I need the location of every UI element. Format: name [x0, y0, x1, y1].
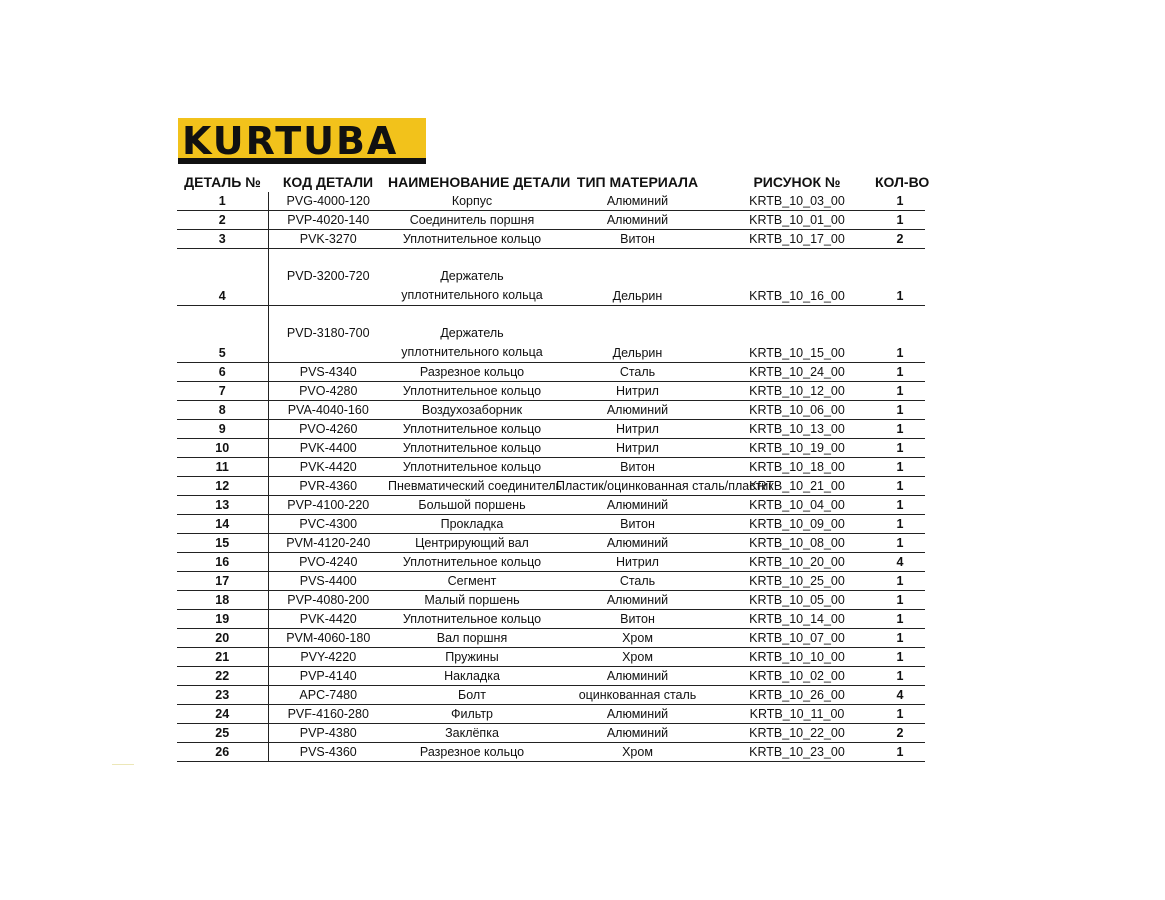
cell-material: Сталь — [556, 572, 719, 591]
table-row — [177, 401, 925, 420]
table-row — [177, 553, 925, 572]
cell-part-code: APC-7480 — [268, 686, 388, 705]
cell-part-name: Накладка — [388, 667, 556, 686]
cell-part-name-line2: уплотнительного кольца — [401, 345, 543, 359]
cell-material: Алюминий — [556, 724, 719, 743]
cell-qty: 1 — [875, 477, 925, 496]
cell-drawing-no: KRTB_10_19_00 — [719, 439, 875, 458]
cell-part-code: PVC-4300 — [268, 515, 388, 534]
cell-part-code: PVP-4020-140 — [268, 211, 388, 230]
table-row — [177, 629, 925, 648]
cell-part-no: 18 — [177, 591, 268, 610]
logo-text: KURTUBA — [182, 119, 399, 163]
cell-part-code: PVM-4120-240 — [268, 534, 388, 553]
cell-qty: 4 — [875, 686, 925, 705]
cell-qty: 1 — [875, 496, 925, 515]
cell-part-code: PVK-4400 — [268, 439, 388, 458]
table-row — [177, 477, 925, 496]
cell-part-name: Пружины — [388, 648, 556, 667]
cell-part-name-line1: Держатель — [440, 269, 504, 283]
cell-part-no: 6 — [177, 363, 268, 382]
cell-material: Пластик/оцинкованная сталь/пластик — [556, 477, 719, 496]
cell-part-code: PVY-4220 — [268, 648, 388, 667]
header-part-no: ДЕТАЛЬ № — [184, 174, 261, 190]
cell-qty: 1 — [875, 705, 925, 724]
cell-part-no: 3 — [177, 230, 268, 249]
cell-part-code: PVK-3270 — [268, 230, 388, 249]
cell-part-code: PVS-4400 — [268, 572, 388, 591]
cell-part-name: Вал поршня — [388, 629, 556, 648]
cell-part-no: 12 — [177, 477, 268, 496]
cell-part-code: PVO-4280 — [268, 382, 388, 401]
cell-part-no: 5 — [177, 306, 268, 363]
header-material: ТИП МАТЕРИАЛА — [576, 174, 699, 190]
table-row — [177, 686, 925, 705]
table-row — [177, 192, 925, 211]
cell-part-code: PVP-4100-220 — [268, 496, 388, 515]
cell-drawing-no: KRTB_10_02_00 — [719, 667, 875, 686]
cell-qty: 1 — [875, 420, 925, 439]
cell-qty: 1 — [875, 629, 925, 648]
cell-material: Нитрил — [556, 382, 719, 401]
cell-part-no: 15 — [177, 534, 268, 553]
table-row — [177, 534, 925, 553]
cell-qty: 1 — [875, 401, 925, 420]
cell-part-name: Пневматический соединитель — [388, 477, 556, 496]
cell-part-code: PVO-4240 — [268, 553, 388, 572]
table-row — [177, 572, 925, 591]
parts-table-body — [177, 192, 925, 762]
cell-drawing-no: KRTB_10_24_00 — [719, 363, 875, 382]
cell-part-name: Уплотнительное кольцо — [388, 458, 556, 477]
cell-drawing-no: KRTB_10_06_00 — [719, 401, 875, 420]
cell-drawing-no: KRTB_10_26_00 — [719, 686, 875, 705]
cell-material: Алюминий — [556, 705, 719, 724]
cell-part-code: PVM-4060-180 — [268, 629, 388, 648]
cell-part-no: 8 — [177, 401, 268, 420]
cell-qty: 1 — [875, 211, 925, 230]
cell-material: Хром — [556, 629, 719, 648]
table-row — [177, 458, 925, 477]
cell-material: Витон — [556, 515, 719, 534]
cell-part-code-text: PVD-3180-700 — [286, 326, 370, 340]
table-row — [177, 610, 925, 629]
cell-material: Алюминий — [556, 667, 719, 686]
header-qty: КОЛ-ВО — [875, 174, 930, 190]
cell-part-name-line2: уплотнительного кольца — [401, 288, 543, 302]
cell-part-no: 25 — [177, 724, 268, 743]
cell-material: Дельрин — [556, 249, 719, 306]
cell-material: оцинкованная сталь — [556, 686, 719, 705]
table-row — [177, 306, 925, 363]
cell-drawing-no: KRTB_10_22_00 — [719, 724, 875, 743]
cell-part-no: 17 — [177, 572, 268, 591]
cell-drawing-no: KRTB_10_11_00 — [719, 705, 875, 724]
cell-qty: 1 — [875, 249, 925, 306]
cell-qty: 1 — [875, 363, 925, 382]
cell-part-no: 22 — [177, 667, 268, 686]
table-row — [177, 211, 925, 230]
cell-part-no: 10 — [177, 439, 268, 458]
logo-graphic — [178, 118, 426, 164]
cell-qty: 1 — [875, 192, 925, 211]
cell-part-no: 2 — [177, 211, 268, 230]
table-row — [177, 648, 925, 667]
cell-part-name: Соединитель поршня — [388, 211, 556, 230]
cell-drawing-no: KRTB_10_12_00 — [719, 382, 875, 401]
cell-part-code: PVK-4420 — [268, 610, 388, 629]
cell-part-name: Разрезное кольцо — [388, 743, 556, 762]
cell-part-code: PVP-4080-200 — [268, 591, 388, 610]
cell-drawing-no: KRTB_10_05_00 — [719, 591, 875, 610]
cell-part-name: Корпус — [388, 192, 556, 211]
cell-material: Алюминий — [556, 496, 719, 515]
cell-part-no: 13 — [177, 496, 268, 515]
kurtuba-logo — [178, 118, 426, 164]
cell-qty: 1 — [875, 458, 925, 477]
cell-part-no: 9 — [177, 420, 268, 439]
table-row — [177, 420, 925, 439]
table-row — [177, 705, 925, 724]
cell-part-no: 16 — [177, 553, 268, 572]
table-row — [177, 667, 925, 686]
cell-drawing-no: KRTB_10_03_00 — [719, 192, 875, 211]
header-part-code: КОД ДЕТАЛИ — [282, 174, 374, 190]
cell-qty: 1 — [875, 743, 925, 762]
cell-material: Алюминий — [556, 591, 719, 610]
cell-material: Витон — [556, 458, 719, 477]
cell-part-name: Болт — [388, 686, 556, 705]
table-row — [177, 382, 925, 401]
cell-part-name: Большой поршень — [388, 496, 556, 515]
cell-part-no: 24 — [177, 705, 268, 724]
table-row — [177, 743, 925, 762]
cell-part-no: 20 — [177, 629, 268, 648]
cell-drawing-no: KRTB_10_16_00 — [719, 249, 875, 306]
table-row — [177, 249, 925, 306]
header-part-name: НАИМЕНОВАНИЕ ДЕТАЛИ — [388, 174, 571, 190]
cell-part-no: 11 — [177, 458, 268, 477]
table-row — [177, 515, 925, 534]
cell-part-name: Сегмент — [388, 572, 556, 591]
cell-part-no: 19 — [177, 610, 268, 629]
cell-part-code: PVS-4360 — [268, 743, 388, 762]
stray-mark — [112, 764, 134, 765]
cell-part-no: 4 — [177, 249, 268, 306]
cell-drawing-no: KRTB_10_18_00 — [719, 458, 875, 477]
cell-drawing-no: KRTB_10_01_00 — [719, 211, 875, 230]
cell-part-name: Уплотнительное кольцо — [388, 610, 556, 629]
table-row — [177, 439, 925, 458]
cell-material: Алюминий — [556, 401, 719, 420]
cell-qty: 2 — [875, 724, 925, 743]
cell-part-code: PVA-4040-160 — [268, 401, 388, 420]
cell-part-name: Заклёпка — [388, 724, 556, 743]
cell-part-name: Уплотнительное кольцо — [388, 553, 556, 572]
cell-drawing-no: KRTB_10_21_00 — [719, 477, 875, 496]
cell-part-code: PVS-4340 — [268, 363, 388, 382]
cell-qty: 1 — [875, 382, 925, 401]
cell-drawing-no: KRTB_10_25_00 — [719, 572, 875, 591]
cell-qty: 1 — [875, 515, 925, 534]
cell-drawing-no: KRTB_10_17_00 — [719, 230, 875, 249]
cell-qty: 4 — [875, 553, 925, 572]
table-row — [177, 591, 925, 610]
cell-qty: 1 — [875, 591, 925, 610]
cell-drawing-no: KRTB_10_20_00 — [719, 553, 875, 572]
cell-material: Дельрин — [556, 306, 719, 363]
cell-part-no: 23 — [177, 686, 268, 705]
cell-qty: 2 — [875, 230, 925, 249]
cell-material: Алюминий — [556, 534, 719, 553]
cell-part-no: 26 — [177, 743, 268, 762]
cell-part-name-line1: Держатель — [440, 326, 504, 340]
cell-drawing-no: KRTB_10_13_00 — [719, 420, 875, 439]
table-header-row — [177, 172, 925, 192]
header-drawing-no: РИСУНОК № — [753, 174, 841, 190]
cell-part-code: PVP-4380 — [268, 724, 388, 743]
cell-qty: 1 — [875, 648, 925, 667]
cell-qty: 1 — [875, 534, 925, 553]
cell-part-name: Прокладка — [388, 515, 556, 534]
cell-part-code: PVK-4420 — [268, 458, 388, 477]
table-row — [177, 230, 925, 249]
cell-part-name: Фильтр — [388, 705, 556, 724]
cell-material: Алюминий — [556, 211, 719, 230]
cell-part-name: Воздухозаборник — [388, 401, 556, 420]
cell-qty: 1 — [875, 439, 925, 458]
cell-part-name: Уплотнительное кольцо — [388, 420, 556, 439]
cell-qty: 1 — [875, 572, 925, 591]
table-row — [177, 363, 925, 382]
cell-part-no: 1 — [177, 192, 268, 211]
cell-part-name: Уплотнительное кольцо — [388, 230, 556, 249]
cell-drawing-no: KRTB_10_10_00 — [719, 648, 875, 667]
cell-drawing-no: KRTB_10_08_00 — [719, 534, 875, 553]
cell-material: Сталь — [556, 363, 719, 382]
cell-material: Витон — [556, 610, 719, 629]
cell-material: Нитрил — [556, 439, 719, 458]
table-row — [177, 724, 925, 743]
cell-qty: 1 — [875, 306, 925, 363]
cell-part-code: PVR-4360 — [268, 477, 388, 496]
cell-part-code: PVO-4260 — [268, 420, 388, 439]
cell-material: Алюминий — [556, 192, 719, 211]
cell-part-code: PVP-4140 — [268, 667, 388, 686]
cell-part-code — [268, 306, 388, 363]
cell-part-code: PVF-4160-280 — [268, 705, 388, 724]
cell-material: Хром — [556, 648, 719, 667]
cell-drawing-no: KRTB_10_15_00 — [719, 306, 875, 363]
cell-part-name: Уплотнительное кольцо — [388, 382, 556, 401]
cell-part-name — [388, 249, 556, 306]
cell-drawing-no: KRTB_10_14_00 — [719, 610, 875, 629]
cell-part-name — [388, 306, 556, 363]
cell-part-no: 7 — [177, 382, 268, 401]
cell-part-name: Разрезное кольцо — [388, 363, 556, 382]
cell-qty: 1 — [875, 610, 925, 629]
cell-material: Хром — [556, 743, 719, 762]
cell-part-name: Малый поршень — [388, 591, 556, 610]
cell-drawing-no: KRTB_10_04_00 — [719, 496, 875, 515]
parts-table — [177, 172, 930, 762]
cell-part-name: Уплотнительное кольцо — [388, 439, 556, 458]
cell-part-code — [268, 249, 388, 306]
cell-drawing-no: KRTB_10_07_00 — [719, 629, 875, 648]
cell-part-code: PVG-4000-120 — [268, 192, 388, 211]
cell-material: Нитрил — [556, 553, 719, 572]
cell-part-code-text: PVD-3200-720 — [286, 269, 370, 283]
cell-part-name: Центрирующий вал — [388, 534, 556, 553]
cell-part-no: 21 — [177, 648, 268, 667]
cell-part-no: 14 — [177, 515, 268, 534]
cell-drawing-no: KRTB_10_09_00 — [719, 515, 875, 534]
table-row — [177, 496, 925, 515]
cell-drawing-no: KRTB_10_23_00 — [719, 743, 875, 762]
cell-material: Нитрил — [556, 420, 719, 439]
cell-qty: 1 — [875, 667, 925, 686]
cell-material: Витон — [556, 230, 719, 249]
